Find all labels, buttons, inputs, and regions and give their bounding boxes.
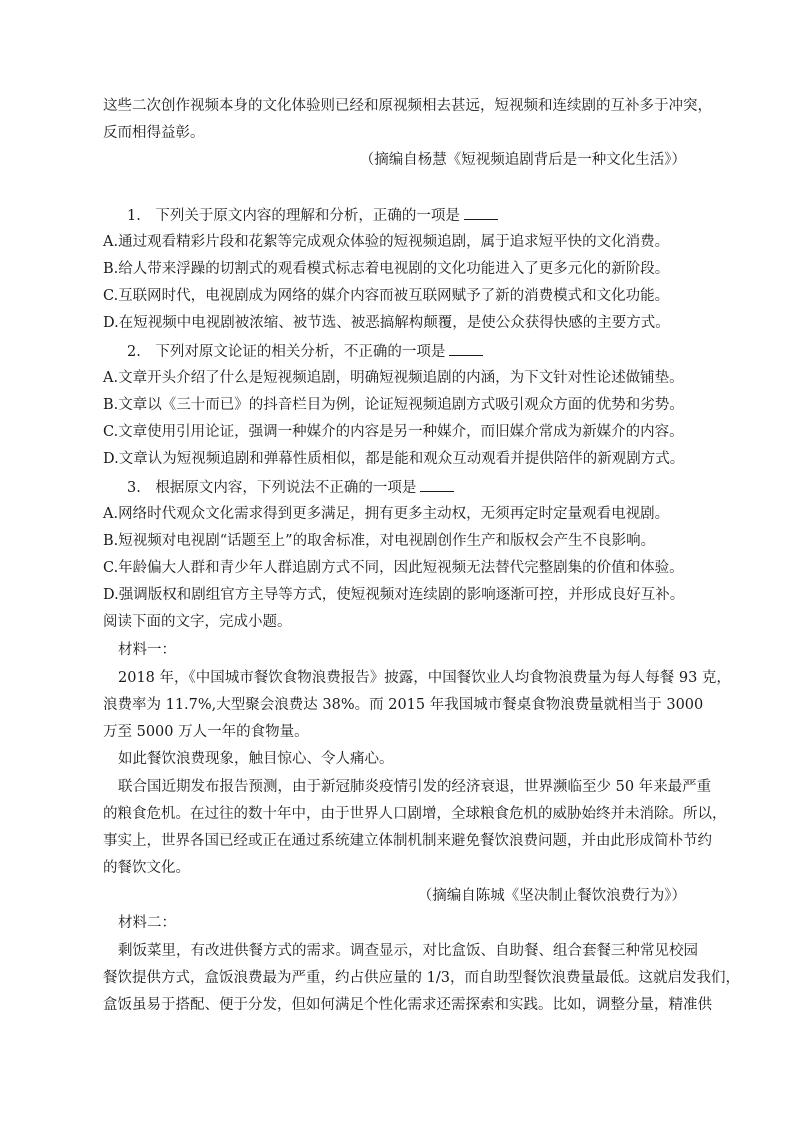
material-2-p1-line-3: 盒饭虽易于搭配、便于分发，但如何满足个性化需求还需探索和实践。比如，调整分量，精准供 xyxy=(103,997,712,1013)
question-3-option-d: D.强调版权和剧组官方主导等方式，使短视频对连续剧的影响逐渐可控，并形成良好互补。 xyxy=(103,587,685,603)
material-1-label: 材料一： xyxy=(118,642,176,658)
material-1-p1-line-2: 浪费率为 11.7%,大型聚会浪费达 38%。而 2015 年我国城市餐桌食物浪费量就相当于 3000 xyxy=(103,697,704,713)
question-3-option-b: B.短视频对电视剧“话题至上”的取舍标准，对电视剧创作生产和版权会产生不良影响。 xyxy=(103,533,656,549)
material-2-p1-line-1: 剩饭菜里，有改进供餐方式的需求。调查显示，对比盒饭、自助餐、组合套餐三种常见校园 xyxy=(118,943,698,959)
question-1-option-d: D.在短视频中电视剧被浓缩、被节选、被恶搞解构颠覆，是使公众获得快感的主要方式。 xyxy=(103,315,670,331)
intro-source: （摘编自杨慧《短视频追剧背后是一种文化生活》） xyxy=(359,152,686,168)
question-2-stem xyxy=(127,341,483,362)
material-1-p2: 如此餐饮浪费现象，触目惊心、令人痛心。 xyxy=(118,751,394,767)
question-stem-text: 1. 下列关于原文内容的理解和分析，正确的一项是 xyxy=(127,208,460,224)
answer-blank xyxy=(420,477,454,492)
question-3-stem xyxy=(127,477,454,498)
material-1-p1-line-3: 万至 5000 万人一年的食物量。 xyxy=(103,724,309,740)
answer-blank xyxy=(464,205,498,220)
question-1-option-c: C.互联网时代，电视剧成为网络的媒介内容而被互联网赋予了新的消费模式和文化功能。 xyxy=(103,288,670,304)
question-2-option-c: C.文章使用引用论证，强调一种媒介的内容是另一种媒介，而旧媒介常成为新媒介的内容。 xyxy=(103,424,684,440)
intro-line-2: 反而相得益彰。 xyxy=(103,125,205,141)
material-2-label: 材料二： xyxy=(118,915,176,931)
question-stem-text: 3. 根据原文内容，下列说法不正确的一项是 xyxy=(127,480,417,496)
material-1-p3-line-2: 的粮食危机。在过往的数十年中，由于世界人口剧增，全球粮食危机的威胁始终并未消除。所以， xyxy=(103,806,727,822)
material-1-p3-line-1: 联合国近期发布报告预测，由于新冠肺炎疫情引发的经济衰退，世界濒临至少 50 年来最严重 xyxy=(118,779,712,795)
question-1-option-a: A.通过观看精彩片段和花絮等完成观众体验的短视频追剧，属于追求短平快的文化消费。 xyxy=(103,234,670,250)
question-stem-text: 2. 下列对原文论证的相关分析，不正确的一项是 xyxy=(127,344,446,360)
question-2-option-b: B.文章以《三十而已》的抖音栏目为例，论证短视频追剧方式吸引观众方面的优势和劣势。 xyxy=(103,397,684,413)
material-1-source: （摘编自陈城《坚决制止餐饮浪费行为》） xyxy=(417,888,686,904)
question-3-option-a: A.网络时代观众文化需求得到更多满足，拥有更多主动权，无须再定时定量观看电视剧。 xyxy=(103,506,670,522)
reading-instruction: 阅读下面的文字，完成小题。 xyxy=(103,614,292,630)
question-2-option-d: D.文章认为短视频追剧和弹幕性质相似，都是能和观众互动观看并提供陪伴的新观剧方式。 xyxy=(103,451,685,467)
question-1-stem xyxy=(127,205,498,226)
question-3-option-c: C.年龄偏大人群和青少年人群追剧方式不同，因此短视频无法替代完整剧集的价值和体验。 xyxy=(103,560,684,576)
material-1-p3-line-4: 的餐饮文化。 xyxy=(103,860,190,876)
material-1-p3-line-3: 事实上，世界各国已经或正在通过系统建立体制机制来避免餐饮浪费问题，并由此形成简朴节约 xyxy=(103,833,712,849)
question-1-option-b: B.给人带来浮躁的切割式的观看模式标志着电视剧的文化功能进入了更多元化的新阶段。 xyxy=(103,261,670,277)
material-2-p1-line-2: 餐饮提供方式，盒饭浪费最为严重，约占供应量的 1/3，而自助型餐饮浪费量最低。这就启发我们， xyxy=(103,970,740,986)
answer-blank xyxy=(449,341,483,356)
material-1-p1-line-1: 2018 年，《中国城市餐饮食物浪费报告》披露，中国餐饮业人均食物浪费量为每人每餐 93 克， xyxy=(118,670,731,686)
intro-line-1: 这些二次创作视频本身的文化体验则已经和原视频相去甚远，短视频和连续剧的互补多于冲突， xyxy=(103,98,712,114)
question-2-option-a: A.文章开头介绍了什么是短视频追剧，明确短视频追剧的内涵，为下文针对性论述做铺垫。 xyxy=(103,370,684,386)
